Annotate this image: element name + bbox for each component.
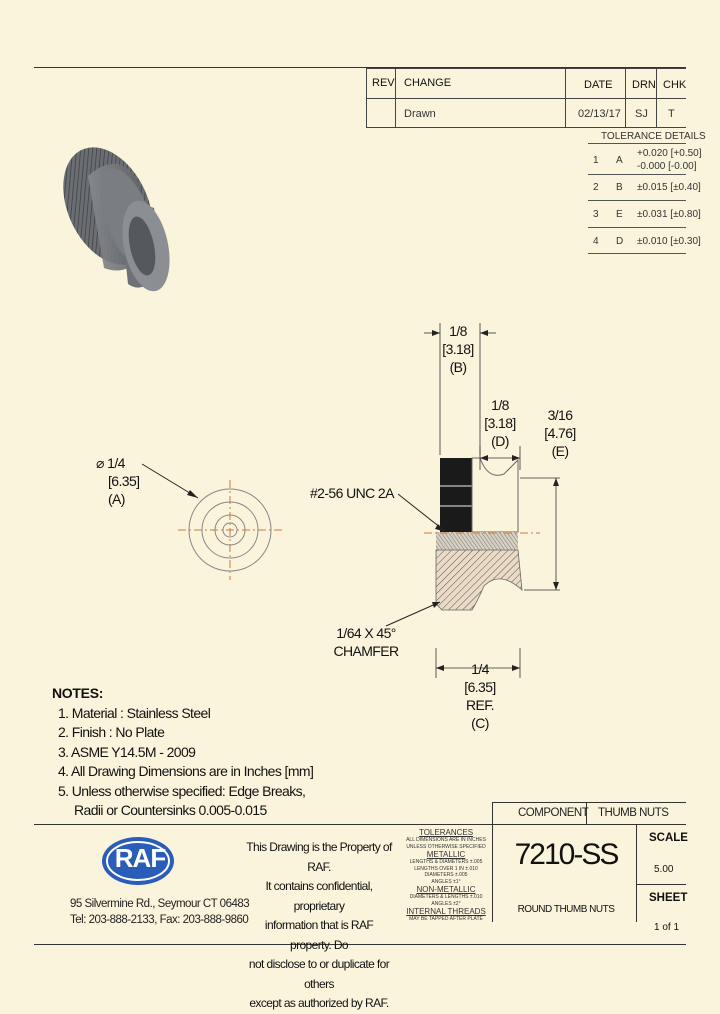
rev-row-date: 02/13/17: [578, 108, 621, 120]
note-2: 2. Finish : No Plate: [58, 724, 165, 740]
d-frac: 1/8: [491, 397, 509, 413]
rev-row-change: Drawn: [404, 108, 436, 120]
change-header: CHANGE: [404, 77, 452, 89]
tolerance-title: TOLERANCE DETAILS: [601, 131, 706, 142]
dia-frac: 1/4: [107, 455, 125, 471]
address-line-2: Tel: 203-888-2133, Fax: 203-888-9860: [70, 914, 249, 926]
part-description: ROUND THUMB NUTS: [517, 904, 615, 915]
chk-header: CHK: [663, 79, 687, 91]
d-mm: [3.18]: [484, 415, 516, 431]
tol-internal: INTERNAL THREADS: [406, 907, 486, 916]
b-dimension: [438, 322, 478, 376]
part-3d-render: [60, 128, 200, 298]
tol-row3-num: 3: [593, 209, 599, 220]
drn-header: DRN: [632, 79, 656, 91]
d-ref: (D): [491, 433, 509, 449]
rev-header: REV: [372, 77, 395, 89]
rev-row-drn: SJ: [635, 108, 648, 120]
sheet-label: SHEET: [649, 892, 688, 904]
tol-row4-num: 4: [593, 236, 599, 247]
note-5-continuation: Radii or Countersinks 0.005-0.015: [74, 802, 267, 818]
note-1: 1. Material : Stainless Steel: [58, 704, 211, 721]
sheet-value: 1 of 1: [654, 922, 680, 933]
tol-row4-line1: ±0.010 [±0.30]: [637, 236, 701, 247]
tol-m2: LENGTHS OVER 1 IN ±.010: [414, 865, 478, 872]
component-label: COMPONENT: [518, 807, 589, 819]
property-notice: [244, 838, 394, 1014]
tol-row1-line2: -0.000 [-0.00]: [637, 161, 697, 172]
tol-nonmetallic: NON-METALLIC: [416, 885, 476, 894]
property-line-2: It contains confidential, proprietary: [265, 879, 373, 913]
tol-m1: LENGTHS & DIAMETERS ±.005: [409, 859, 483, 865]
note-4: 4. All Drawing Dimensions are in Inches [mm]: [58, 763, 314, 779]
scale-value: 5.00: [654, 864, 674, 875]
tol-row1-num: 1: [593, 155, 599, 166]
c-mm: [6.35]: [464, 679, 496, 695]
c-note: REF.: [466, 697, 494, 713]
property-line-5: except as authorized by RAF.: [249, 996, 389, 1010]
tol-n1: DIAMETERS & LENGTHS ±.010: [409, 894, 483, 900]
b-ref: (B): [449, 359, 467, 375]
tol-row2-line1: ±0.015 [±0.40]: [637, 182, 701, 193]
date-header: DATE: [584, 79, 613, 91]
tol-n2: ANGLES ±2°: [431, 900, 461, 907]
tol-metallic: METALLIC: [426, 850, 466, 859]
tol-m4: ANGLES ±1°: [431, 878, 461, 885]
note-5: 5. Unless otherwise specified: Edge Breaks,: [58, 782, 306, 799]
c-frac: 1/4: [471, 661, 489, 677]
c-ref: (C): [471, 715, 489, 731]
raf-logo-text: RAF: [114, 843, 166, 873]
tol-heading: TOLERANCES: [418, 828, 474, 837]
property-line-4: not disclose to or duplicate for others: [248, 957, 390, 991]
tol-row3-letter: E: [616, 209, 623, 220]
dia-leader: [140, 460, 220, 520]
tol-row4-letter: D: [616, 236, 624, 247]
chamfer-line1: 1/64 X 45°: [336, 625, 396, 641]
dia-mm: [6.35]: [108, 473, 140, 489]
tol-row1-letter: A: [616, 155, 623, 166]
part-number: 7210-SS: [514, 838, 618, 871]
chamfer-line2: CHAMFER: [333, 643, 399, 659]
revision-table: [366, 68, 686, 128]
d-dimension: [478, 396, 522, 450]
e-dimension: [538, 406, 582, 460]
b-frac: 1/8: [449, 323, 467, 339]
e-frac: 3/16: [547, 407, 573, 423]
tol-i1: MAY BE TAPPED AFTER PLATE: [409, 916, 483, 922]
dia-ref: (A): [108, 491, 125, 507]
thread-callout: #2-56 UNC 2A: [310, 485, 394, 501]
c-dimension: [452, 660, 508, 732]
property-line-1: This Drawing is the Property of RAF.: [246, 840, 392, 874]
e-ref: (E): [551, 443, 569, 459]
tol-m3: DIAMETERS ±.005: [424, 872, 468, 878]
tol-l1: ALL DIMENSIONS ARE IN INCHES: [406, 837, 486, 843]
b-mm: [3.18]: [442, 341, 474, 357]
tol-row2-num: 2: [593, 182, 599, 193]
property-line-3: information that is RAF property. Do: [264, 918, 374, 952]
dia-symbol: ⌀: [96, 455, 104, 471]
notes: [52, 684, 313, 821]
component-value: THUMB NUTS: [598, 807, 669, 819]
note-3: 3. ASME Y14.5M - 2009: [58, 743, 196, 760]
tol-row2-letter: B: [616, 182, 623, 193]
address-line-1: 95 Silvermine Rd., Seymour CT 06483: [70, 898, 250, 910]
e-mm: [4.76]: [544, 425, 576, 441]
chamfer-callout: [326, 624, 406, 660]
tol-l2: UNLESS OTHERWISE SPECIFIED: [406, 843, 486, 850]
notes-heading: NOTES:: [52, 685, 104, 701]
tol-row1-line1: +0.020 [+0.50]: [637, 148, 702, 159]
rev-row-chk: T: [668, 108, 675, 120]
dia-dimension: [96, 454, 139, 508]
tol-row3-line1: ±0.031 [±0.80]: [637, 209, 701, 220]
scale-label: SCALE: [649, 832, 688, 844]
general-tolerances: [402, 828, 490, 923]
